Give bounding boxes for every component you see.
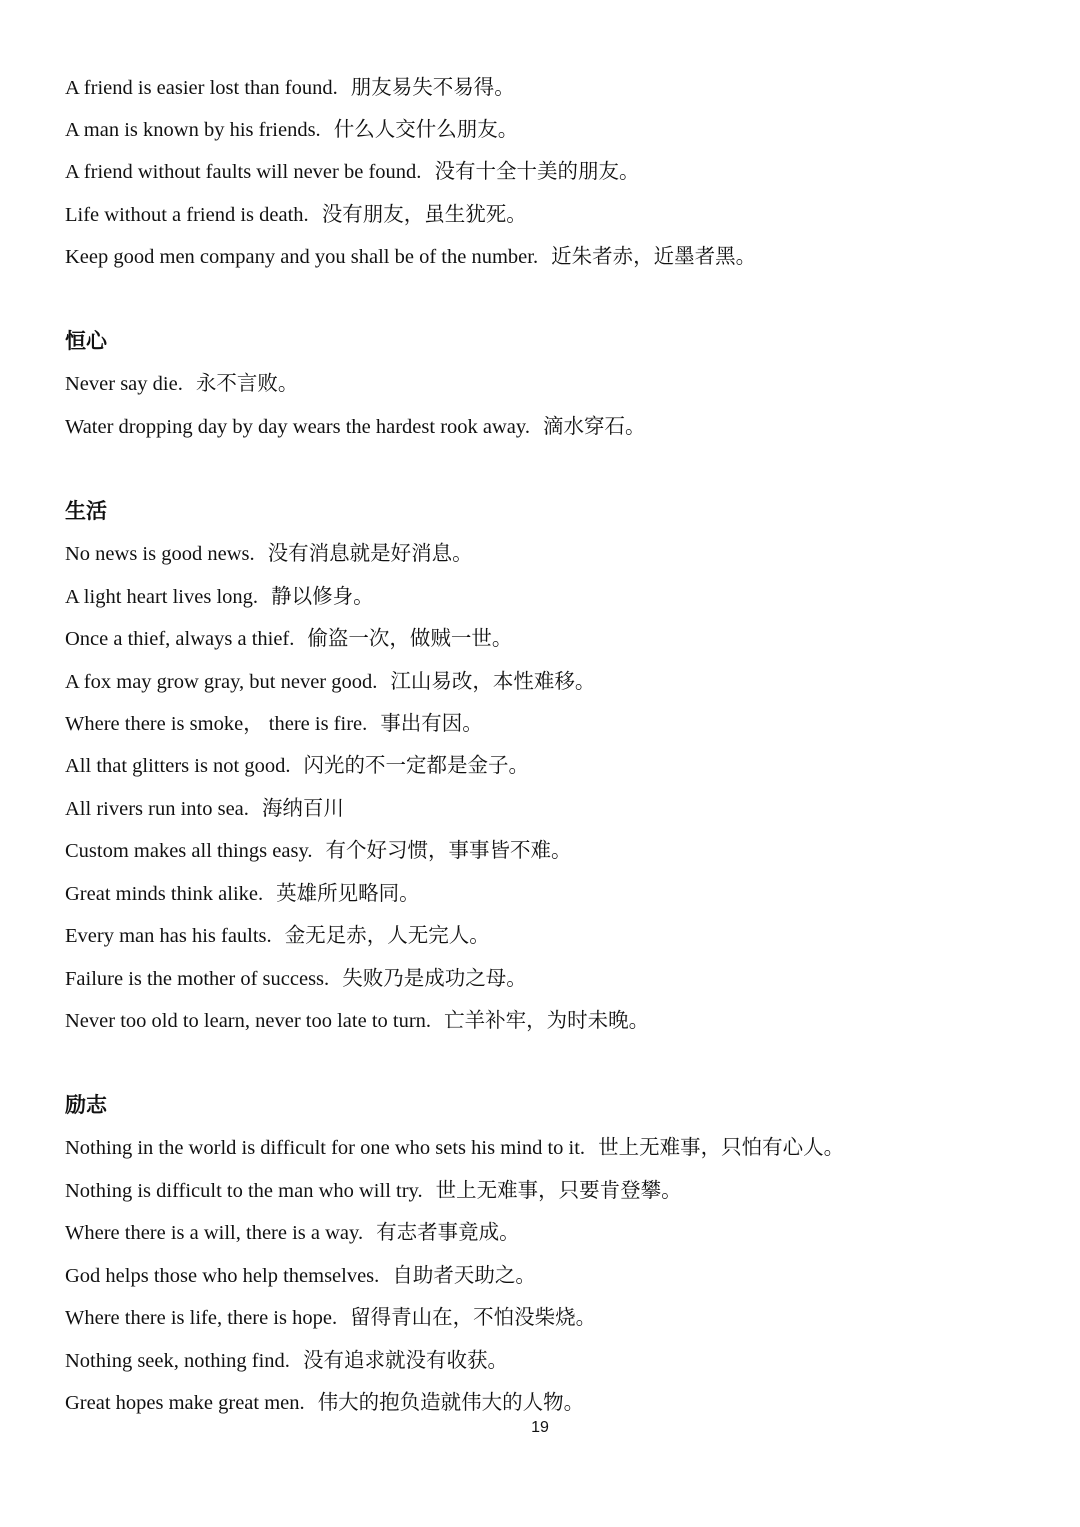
proverb-english: Water dropping day by day wears the hardest rook away. — [65, 416, 530, 438]
proverb-english: A fox may grow gray, but never good. — [65, 671, 378, 693]
proverb-english: All that glitters is not good. — [65, 755, 291, 777]
proverb-line — [65, 751, 529, 780]
proverb-english: God helps those who help themselves. — [65, 1265, 380, 1287]
proverb-english: Nothing in the world is difficult for one who sets his mind to it. — [65, 1137, 586, 1159]
proverb-chinese: 没有追求就没有收获。 — [302, 1348, 508, 1372]
proverb-english: Where there is smoke， there is fire. — [65, 713, 368, 735]
proverb-english: Once a thief, always a thief. — [65, 628, 295, 650]
proverb-line — [65, 412, 646, 441]
proverb-english: Life without a friend is death. — [65, 204, 309, 226]
proverb-line — [65, 1346, 508, 1375]
page-number: 19 — [531, 1419, 549, 1436]
proverb-english: A light heart lives long. — [65, 586, 259, 608]
proverb-english: Nothing seek, nothing find. — [65, 1350, 290, 1372]
proverb-english: Never say die. — [65, 373, 183, 395]
proverb-english: Never too old to learn, never too late to turn. — [65, 1010, 432, 1032]
proverb-line — [65, 157, 639, 186]
proverb-chinese: 事出有因。 — [380, 711, 483, 735]
proverb-line — [65, 200, 527, 229]
proverb-line — [65, 836, 572, 865]
proverb-chinese: 世上无难事，只要肯登攀。 — [435, 1178, 682, 1202]
proverb-english: Nothing is difficult to the man who will try. — [65, 1180, 423, 1202]
proverb-line — [65, 624, 512, 653]
proverb-chinese: 没有十全十美的朋友。 — [434, 159, 640, 183]
proverb-chinese: 有志者事竟成。 — [376, 1220, 520, 1244]
proverb-english: Great minds think alike. — [65, 883, 264, 905]
proverb-chinese: 朋友易失不易得。 — [350, 75, 515, 99]
proverb-line — [65, 1303, 596, 1332]
proverb-english: A friend without faults will never be found. — [65, 161, 422, 183]
proverb-chinese: 伟大的抱负造就伟大的人物。 — [317, 1390, 585, 1414]
proverb-chinese: 金无足赤，人无完人。 — [284, 923, 490, 947]
proverb-chinese: 没有朋友，虽生犹死。 — [321, 202, 527, 226]
proverb-line — [65, 1006, 649, 1035]
proverb-line — [65, 1261, 536, 1290]
proverb-english: A friend is easier lost than found. — [65, 77, 338, 99]
proverb-chinese: 什么人交什么朋友。 — [333, 117, 519, 141]
proverb-chinese: 有个好习惯，事事皆不难。 — [325, 838, 572, 862]
proverb-line — [65, 1176, 682, 1205]
proverb-chinese: 海纳百川 — [261, 796, 344, 820]
proverb-chinese: 英雄所见略同。 — [276, 881, 420, 905]
proverb-chinese: 滴水穿石。 — [543, 414, 646, 438]
proverb-chinese: 静以修身。 — [271, 584, 374, 608]
proverb-line — [65, 879, 420, 908]
section-heading: 生活 — [65, 499, 107, 523]
proverb-chinese: 失败乃是成功之母。 — [342, 966, 527, 990]
proverb-chinese: 闪光的不一定都是金子。 — [303, 753, 530, 777]
proverb-chinese: 偷盗一次，做贼一世。 — [307, 626, 513, 650]
proverb-english: No news is good news. — [65, 543, 255, 565]
proverb-english: All rivers run into sea. — [65, 798, 249, 820]
proverb-line — [65, 1218, 520, 1247]
proverb-chinese: 留得青山在，不怕没柴烧。 — [350, 1305, 597, 1329]
proverb-chinese: 江山易改，本性难移。 — [390, 669, 596, 693]
proverb-line — [65, 539, 473, 568]
proverb-chinese: 永不言败。 — [195, 371, 299, 395]
proverb-line — [65, 115, 518, 144]
proverb-line — [65, 964, 527, 993]
proverb-line — [65, 709, 483, 738]
proverb-english: Where there is a will, there is a way. — [65, 1222, 364, 1244]
proverb-english: Custom makes all things easy. — [65, 840, 313, 862]
proverb-line — [65, 73, 515, 102]
proverb-line — [65, 1133, 844, 1162]
proverb-line — [65, 794, 344, 823]
proverb-english: A man is known by his friends. — [65, 119, 321, 141]
proverb-line — [65, 667, 595, 696]
proverb-line — [65, 921, 490, 950]
proverb-line — [65, 582, 374, 611]
proverb-line — [65, 369, 298, 398]
proverb-chinese: 亡羊补牢，为时未晚。 — [444, 1008, 650, 1032]
proverb-english: Failure is the mother of success. — [65, 968, 330, 990]
proverb-chinese: 没有消息就是好消息。 — [267, 541, 473, 565]
proverb-chinese: 近朱者赤，近墨者黑。 — [551, 244, 757, 268]
proverb-chinese: 自助者天助之。 — [392, 1263, 536, 1287]
proverb-english: Great hopes make great men. — [65, 1392, 305, 1414]
proverb-english: Every man has his faults. — [65, 925, 272, 947]
proverb-english: Where there is life, there is hope. — [65, 1307, 338, 1329]
proverb-chinese: 世上无难事，只怕有心人。 — [598, 1135, 845, 1159]
proverb-line — [65, 1388, 584, 1417]
section-heading: 励志 — [65, 1093, 107, 1117]
proverb-english: Keep good men company and you shall be of the number. — [65, 246, 539, 268]
section-heading: 恒心 — [65, 329, 107, 353]
proverb-line — [65, 242, 756, 271]
